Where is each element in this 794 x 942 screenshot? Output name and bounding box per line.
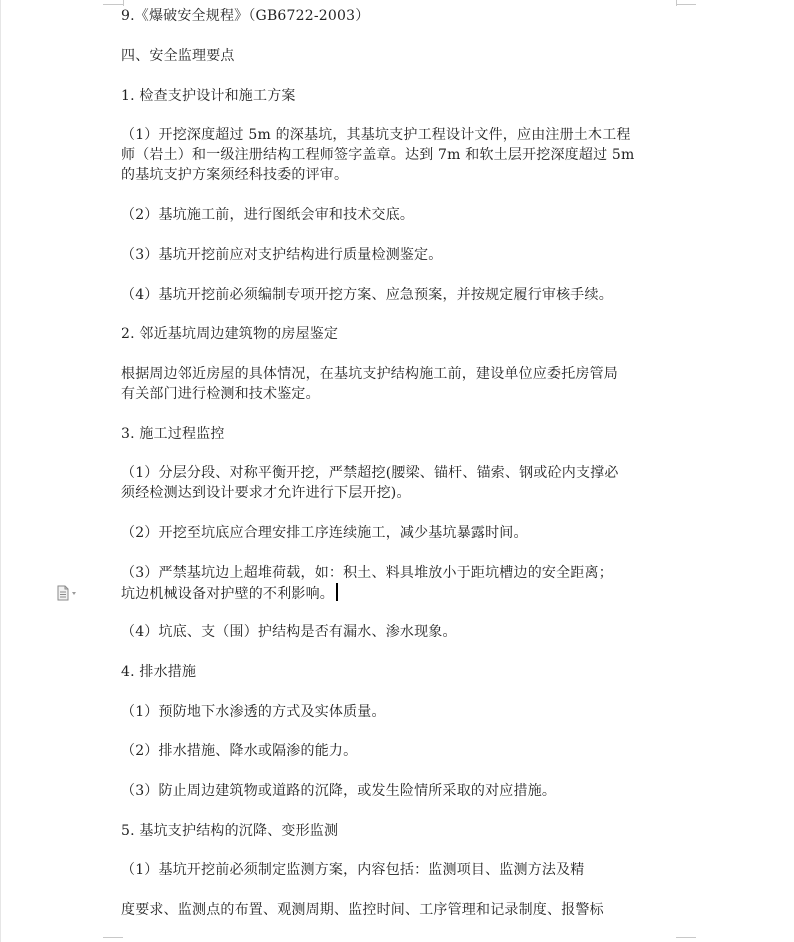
- section-heading[interactable]: 四、安全监理要点: [121, 48, 235, 64]
- subsection-heading[interactable]: 1. 检查支护设计和施工方案: [121, 88, 296, 104]
- paragraph-line[interactable]: 有关部门进行检测和技术鉴定。: [121, 386, 320, 402]
- paragraph[interactable]: （4）坑底、支（围）护结构是否有漏水、渗水现象。: [121, 624, 457, 640]
- text-caret: [336, 583, 338, 601]
- paragraph[interactable]: （4）基坑开挖前必须编制专项开挖方案、应急预案，并按规定履行审核手续。: [121, 287, 613, 303]
- paragraph[interactable]: 9.《爆破安全规程》（GB6722-2003）: [121, 8, 370, 24]
- subsection-heading[interactable]: 2. 邻近基坑周边建筑物的房屋鉴定: [121, 326, 339, 342]
- paragraph-line[interactable]: （1）开挖深度超过 5m 的深基坑，其基坑支护工程设计文件，应由注册土木工程: [121, 127, 631, 143]
- paragraph-line[interactable]: 根据周边邻近房屋的具体情况，在基坑支护结构施工前，建设单位应委托房管局: [121, 366, 618, 382]
- paragraph-line[interactable]: 的基坑支护方案须经科技委的评审。: [121, 167, 349, 183]
- paragraph[interactable]: 度要求、监测点的布置、观测周期、监控时间、工序管理和记录制度、报警标: [121, 902, 604, 918]
- paragraph[interactable]: （1）基坑开挖前必须制定监测方案，内容包括：监测项目、监测方法及精: [121, 862, 585, 878]
- paragraph-line-text[interactable]: 坑边机械设备对护壁的不利影响。: [121, 586, 334, 602]
- paragraph[interactable]: （2）基坑施工前，进行图纸会审和技术交底。: [121, 207, 415, 223]
- paragraph-line-with-caret[interactable]: [121, 583, 681, 604]
- subsection-heading[interactable]: 4. 排水措施: [121, 664, 197, 680]
- subsection-heading[interactable]: 3. 施工过程监控: [121, 426, 225, 442]
- paragraph-line[interactable]: 须经检测达到设计要求才允许进行下层开挖)。: [121, 485, 411, 501]
- paragraph[interactable]: （2）排水措施、降水或隔渗的能力。: [121, 743, 358, 759]
- page-corner-mark: [676, 4, 696, 5]
- paragraph-line[interactable]: 师（岩土）和一级注册结构工程师签字盖章。达到 7m 和软土层开挖深度超过 5m: [121, 147, 635, 163]
- subsection-heading[interactable]: 5. 基坑支护结构的沉降、变形监测: [121, 823, 339, 839]
- page-corner-mark: [676, 937, 696, 938]
- paragraph[interactable]: （3）基坑开挖前应对支护结构进行质量检测鉴定。: [121, 247, 443, 263]
- paragraph-line[interactable]: （1）分层分段、对称平衡开挖，严禁超挖(腰梁、锚杆、锚索、钢或砼内支撑必: [121, 465, 619, 481]
- page-corner-mark: [103, 4, 123, 5]
- paragraph[interactable]: （3）防止周边建筑物或道路的沉降，或发生险情所采取的对应措施。: [121, 783, 557, 799]
- page-corner-mark: [103, 937, 123, 938]
- paragraph-line[interactable]: （3）严禁基坑边上超堆荷载，如：积土、料具堆放小于距坑槽边的安全距离；: [121, 565, 613, 581]
- document-paragraph-icon[interactable]: [55, 585, 79, 601]
- page-edge: [0, 0, 1, 942]
- paragraph[interactable]: （1）预防地下水渗透的方式及实体质量。: [121, 704, 386, 720]
- paragraph[interactable]: （2）开挖至坑底应合理安排工序连续施工，减少基坑暴露时间。: [121, 525, 528, 541]
